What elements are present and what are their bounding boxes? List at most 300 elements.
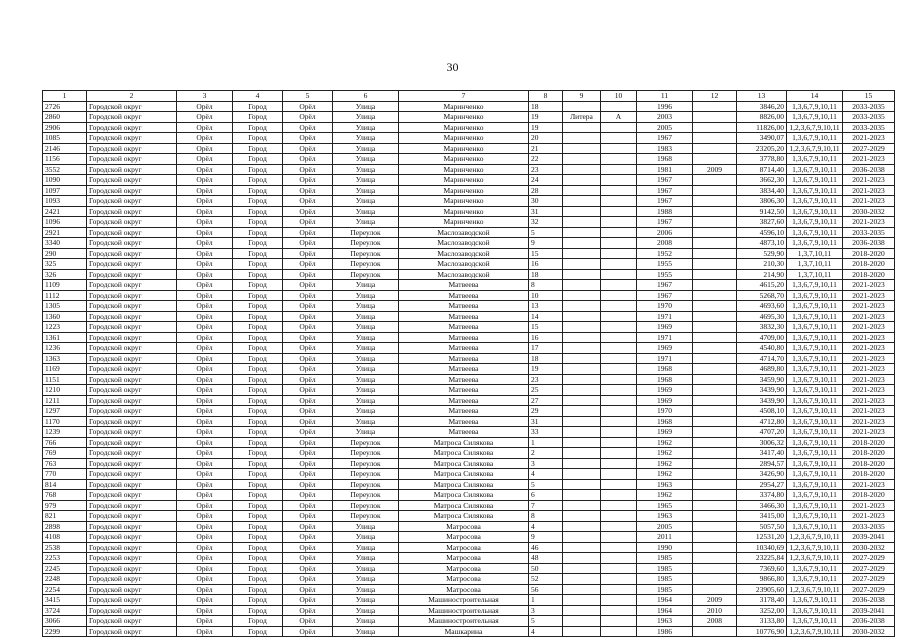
table-cell: 1085 [43, 133, 87, 144]
table-cell: Улица [333, 311, 399, 322]
table-cell [563, 374, 601, 385]
page-number: 30 [446, 60, 459, 74]
table-cell [601, 385, 637, 396]
table-cell: 6 [529, 490, 563, 501]
table-cell: Улица [333, 605, 399, 616]
table-cell [693, 353, 737, 364]
table-cell: 2018-2020 [843, 490, 895, 501]
table-cell [693, 458, 737, 469]
table-cell: 1967 [637, 185, 693, 196]
table-cell [693, 301, 737, 312]
table-cell: 1967 [637, 133, 693, 144]
table-cell: 4108 [43, 532, 87, 543]
table-cell: Маринченко [399, 175, 529, 186]
table-cell: 2021-2023 [843, 185, 895, 196]
table-cell: Орёл [177, 364, 233, 375]
column-header: 9 [563, 91, 601, 102]
table-cell [601, 227, 637, 238]
table-cell: Орёл [283, 427, 333, 438]
table-cell: Город [233, 185, 283, 196]
table-cell [563, 206, 601, 217]
table-cell: Матросова [399, 532, 529, 543]
table-row [43, 164, 895, 175]
table-cell: 2018-2020 [843, 269, 895, 280]
table-cell: 2021-2023 [843, 500, 895, 511]
column-header: 10 [601, 91, 637, 102]
table-row [43, 269, 895, 280]
table-cell: 1970 [637, 406, 693, 417]
table-cell: Городской округ [87, 542, 177, 553]
table-cell: Орёл [283, 416, 333, 427]
table-cell: Город [233, 238, 283, 249]
table-row [43, 542, 895, 553]
table-cell: Улица [333, 322, 399, 333]
table-cell: Переулок [333, 511, 399, 522]
table-cell: 1112 [43, 290, 87, 301]
table-cell: Орёл [177, 448, 233, 459]
table-cell [601, 196, 637, 207]
table-cell: Орёл [283, 175, 333, 186]
table-row [43, 448, 895, 459]
table-cell: 15 [529, 248, 563, 259]
table-cell: 1,3,6,7,9,10,11 [787, 175, 843, 186]
table-cell [563, 364, 601, 375]
table-cell: 8714,40 [737, 164, 787, 175]
table-cell: 766 [43, 437, 87, 448]
table-cell: 1 [529, 595, 563, 606]
table-cell: Орёл [283, 395, 333, 406]
table-cell: 1,3,6,7,9,10,11 [787, 511, 843, 522]
table-cell: 1,3,6,7,9,10,11 [787, 500, 843, 511]
table-cell: 4695,30 [737, 311, 787, 322]
table-cell: 1,3,6,7,9,10,11 [787, 616, 843, 627]
table-row [43, 427, 895, 438]
table-cell [693, 185, 737, 196]
table-cell [563, 301, 601, 312]
table-cell [601, 406, 637, 417]
table-cell: 1,3,6,7,9,10,11 [787, 448, 843, 459]
table-cell: Переулок [333, 248, 399, 259]
table-cell: Городской округ [87, 511, 177, 522]
table-cell: Городской округ [87, 458, 177, 469]
table-cell [563, 416, 601, 427]
table-cell: 24 [529, 175, 563, 186]
table-cell: 2039-2041 [843, 605, 895, 616]
table-cell: Матвеева [399, 406, 529, 417]
table-cell [563, 542, 601, 553]
table-cell: Город [233, 143, 283, 154]
table-cell: 23225,84 [737, 553, 787, 564]
table-cell: 3832,30 [737, 322, 787, 333]
table-cell: 1996 [637, 101, 693, 112]
table-cell: 2021-2023 [843, 479, 895, 490]
table-cell: 3006,32 [737, 437, 787, 448]
table-cell: Город [233, 322, 283, 333]
table-cell: 1964 [637, 595, 693, 606]
table-cell [563, 532, 601, 543]
table-cell: Улица [333, 595, 399, 606]
table-cell: 3846,20 [737, 101, 787, 112]
table-cell: Матвеева [399, 374, 529, 385]
table-row [43, 479, 895, 490]
table-cell: Городской округ [87, 553, 177, 564]
table-cell: Орёл [177, 164, 233, 175]
table-cell: 2030-2032 [843, 626, 895, 637]
table-cell: 1,2,3,6,7,9,10,11 [787, 626, 843, 637]
table-cell: Городской округ [87, 175, 177, 186]
table-row [43, 238, 895, 249]
table-cell: Орёл [177, 595, 233, 606]
table-cell: 1,3,6,7,9,10,11 [787, 196, 843, 207]
table-cell: 1988 [637, 206, 693, 217]
table-cell: Город [233, 595, 283, 606]
table-cell: 1236 [43, 343, 87, 354]
table-cell: 1,3,6,7,9,10,11 [787, 206, 843, 217]
table-cell: Матвеева [399, 416, 529, 427]
table-cell: Городской округ [87, 343, 177, 354]
table-cell [563, 227, 601, 238]
table-cell: Орёл [177, 542, 233, 553]
table-cell: Город [233, 469, 283, 480]
table-cell: Городской округ [87, 595, 177, 606]
table-cell: 20 [529, 133, 563, 144]
table-row [43, 616, 895, 627]
table-cell: 1,3,6,7,9,10,11 [787, 364, 843, 375]
table-cell [601, 217, 637, 228]
table-cell: 769 [43, 448, 87, 459]
table-cell: 1963 [637, 479, 693, 490]
table-cell: 10776,90 [737, 626, 787, 637]
table-cell: 1151 [43, 374, 87, 385]
table-row [43, 574, 895, 585]
table-cell: Город [233, 122, 283, 133]
table-cell [693, 269, 737, 280]
housing-register-table [42, 90, 895, 637]
table-cell: Город [233, 311, 283, 322]
table-cell [693, 133, 737, 144]
table-cell: 8 [529, 511, 563, 522]
table-cell: 1,2,3,6,7,9,10,11 [787, 122, 843, 133]
table-cell [563, 185, 601, 196]
table-cell [601, 395, 637, 406]
table-cell: 2030-2032 [843, 206, 895, 217]
table-cell: А [601, 112, 637, 123]
table-cell: Улица [333, 122, 399, 133]
table-cell: 2021-2023 [843, 395, 895, 406]
table-cell: 1964 [637, 605, 693, 616]
table-cell: 1,3,6,7,9,10,11 [787, 385, 843, 396]
table-cell: Город [233, 385, 283, 396]
table-cell: 214,90 [737, 269, 787, 280]
table-cell: Орёл [283, 164, 333, 175]
table-cell: Орёл [283, 133, 333, 144]
table-cell: Орёл [177, 154, 233, 165]
table-cell [563, 500, 601, 511]
table-cell: Орёл [177, 479, 233, 490]
table-cell: Орёл [283, 206, 333, 217]
table-cell: 2021-2023 [843, 217, 895, 228]
table-cell [563, 395, 601, 406]
table-cell: Орёл [283, 259, 333, 270]
column-header: 11 [637, 91, 693, 102]
table-cell: 2033-2035 [843, 122, 895, 133]
table-cell: Орёл [177, 311, 233, 322]
table-cell: Улица [333, 101, 399, 112]
table-cell: 1971 [637, 332, 693, 343]
table-cell: 1963 [637, 511, 693, 522]
table-cell [601, 437, 637, 448]
table-cell: 2726 [43, 101, 87, 112]
table-cell: Орёл [177, 563, 233, 574]
table-cell: Город [233, 269, 283, 280]
table-cell: 56 [529, 584, 563, 595]
table-cell: 1096 [43, 217, 87, 228]
table-cell: 2146 [43, 143, 87, 154]
table-cell [601, 164, 637, 175]
table-cell: Городской округ [87, 311, 177, 322]
table-cell [601, 553, 637, 564]
table-cell: Матроса Силякова [399, 511, 529, 522]
table-cell: Маринченко [399, 112, 529, 123]
table-cell: Город [233, 500, 283, 511]
table-cell: Матвеева [399, 322, 529, 333]
table-cell: 4 [529, 521, 563, 532]
table-cell [601, 521, 637, 532]
table-cell: 3066 [43, 616, 87, 627]
table-cell: 1,3,6,7,9,10,11 [787, 290, 843, 301]
table-cell: 23 [529, 164, 563, 175]
table-cell: Город [233, 112, 283, 123]
table-cell: 1990 [637, 542, 693, 553]
table-cell [693, 322, 737, 333]
table-cell: Орёл [177, 395, 233, 406]
table-cell: 1,3,6,7,9,10,11 [787, 164, 843, 175]
table-cell: Матросова [399, 542, 529, 553]
table-cell: 4712,80 [737, 416, 787, 427]
table-row [43, 385, 895, 396]
table-cell: 9 [529, 532, 563, 543]
table-cell: Орёл [177, 605, 233, 616]
table-cell: 763 [43, 458, 87, 469]
table-cell: 1,3,6,7,9,10,11 [787, 490, 843, 501]
table-cell: 2021-2023 [843, 301, 895, 312]
table-cell: 2039-2041 [843, 532, 895, 543]
table-cell: Городской округ [87, 164, 177, 175]
table-cell: Улица [333, 164, 399, 175]
table-cell: Улица [333, 563, 399, 574]
table-cell: Орёл [177, 574, 233, 585]
table-cell: 23 [529, 374, 563, 385]
table-cell: 4 [529, 626, 563, 637]
table-cell: 1090 [43, 175, 87, 186]
table-cell: Улица [333, 154, 399, 165]
table-cell [693, 248, 737, 259]
table-cell [563, 584, 601, 595]
table-cell: 1965 [637, 500, 693, 511]
table-cell: Улица [333, 626, 399, 637]
table-cell [563, 143, 601, 154]
table-cell: 1967 [637, 280, 693, 291]
table-cell: 4693,60 [737, 301, 787, 312]
table-cell: 2018-2020 [843, 448, 895, 459]
table-cell: Орёл [283, 112, 333, 123]
table-cell [693, 584, 737, 595]
table-cell: 1,3,6,7,9,10,11 [787, 458, 843, 469]
table-cell [563, 605, 601, 616]
table-cell [563, 311, 601, 322]
table-cell [601, 542, 637, 553]
table-cell: Матвеева [399, 290, 529, 301]
table-cell: Улица [333, 206, 399, 217]
table-cell [601, 427, 637, 438]
table-cell: 1169 [43, 364, 87, 375]
table-cell: 2860 [43, 112, 87, 123]
table-cell: Городской округ [87, 353, 177, 364]
table-cell: Машиностроительная [399, 616, 529, 627]
table-cell: 2027-2029 [843, 584, 895, 595]
table-cell: 1,3,6,7,9,10,11 [787, 521, 843, 532]
table-cell: Город [233, 343, 283, 354]
table-cell [563, 437, 601, 448]
table-cell: 1239 [43, 427, 87, 438]
table-cell: Маринченко [399, 101, 529, 112]
table-cell: 1985 [637, 563, 693, 574]
table-cell: Улица [333, 280, 399, 291]
table-row [43, 196, 895, 207]
table-cell [693, 290, 737, 301]
table-cell: 2021-2023 [843, 427, 895, 438]
table-cell: 1985 [637, 553, 693, 564]
table-row [43, 595, 895, 606]
table-cell: 2254 [43, 584, 87, 595]
table-row [43, 206, 895, 217]
table-cell: Орёл [283, 248, 333, 259]
table-cell [693, 437, 737, 448]
table-row [43, 469, 895, 480]
table-cell: Город [233, 133, 283, 144]
table-cell: 3834,40 [737, 185, 787, 196]
table-cell: Город [233, 301, 283, 312]
table-cell: Матросова [399, 563, 529, 574]
column-header: 7 [399, 91, 529, 102]
table-cell: 2027-2029 [843, 574, 895, 585]
table-cell [601, 311, 637, 322]
table-cell [563, 238, 601, 249]
table-cell: 11826,00 [737, 122, 787, 133]
table-cell: 1,3,6,7,9,10,11 [787, 227, 843, 238]
table-cell: 1,3,6,7,9,10,11 [787, 238, 843, 249]
table-cell: Улица [333, 521, 399, 532]
table-cell: 3439,90 [737, 385, 787, 396]
column-header: 8 [529, 91, 563, 102]
table-cell: 1968 [637, 364, 693, 375]
table-cell: 1952 [637, 248, 693, 259]
table-cell: Городской округ [87, 122, 177, 133]
table-cell [563, 248, 601, 259]
table-cell: Орёл [177, 374, 233, 385]
table-cell: 5268,70 [737, 290, 787, 301]
table-cell: 1297 [43, 406, 87, 417]
table-cell: 2021-2023 [843, 374, 895, 385]
table-cell [563, 385, 601, 396]
table-cell [601, 101, 637, 112]
table-cell: Литера [563, 112, 601, 123]
table-cell: 1955 [637, 259, 693, 270]
table-cell: Орёл [177, 500, 233, 511]
table-cell: 1,3,6,7,9,10,11 [787, 374, 843, 385]
table-cell: 1170 [43, 416, 87, 427]
table-cell: Город [233, 175, 283, 186]
table-cell: 1971 [637, 311, 693, 322]
table-cell: 1,3,7,10,11 [787, 269, 843, 280]
table-cell: Город [233, 458, 283, 469]
table-cell: 2005 [637, 521, 693, 532]
table-cell: 1360 [43, 311, 87, 322]
table-cell: Городской округ [87, 248, 177, 259]
column-header: 1 [43, 91, 87, 102]
table-cell: Улица [333, 343, 399, 354]
table-cell: Орёл [283, 269, 333, 280]
table-cell [563, 616, 601, 627]
table-cell: 2036-2038 [843, 595, 895, 606]
table-cell: 2033-2035 [843, 112, 895, 123]
table-cell [693, 469, 737, 480]
table-cell: Матроса Силякова [399, 479, 529, 490]
table-cell: Орёл [283, 448, 333, 459]
table-cell: Орёл [177, 427, 233, 438]
table-cell: 8826,00 [737, 112, 787, 123]
table-cell [693, 227, 737, 238]
table-cell: 1093 [43, 196, 87, 207]
table-cell: 2538 [43, 542, 87, 553]
table-cell: Город [233, 542, 283, 553]
table-cell: Город [233, 374, 283, 385]
table-cell: 2906 [43, 122, 87, 133]
table-cell: Город [233, 448, 283, 459]
table-cell: 1,3,6,7,9,10,11 [787, 301, 843, 312]
table-cell: 1962 [637, 458, 693, 469]
table-cell: 14 [529, 311, 563, 322]
table-cell [601, 206, 637, 217]
table-cell: Улица [333, 395, 399, 406]
table-cell: Маслозаводской [399, 259, 529, 270]
table-cell: 3 [529, 605, 563, 616]
table-cell [601, 238, 637, 249]
table-cell: Городской округ [87, 301, 177, 312]
table-cell: Город [233, 217, 283, 228]
table-cell: 1962 [637, 448, 693, 459]
table-cell: Матроса Силякова [399, 490, 529, 501]
table-cell: 1,3,6,7,9,10,11 [787, 395, 843, 406]
table-cell [693, 500, 737, 511]
table-cell: 13 [529, 301, 563, 312]
table-cell [563, 469, 601, 480]
table-cell: 210,30 [737, 259, 787, 270]
table-cell: 1,3,6,7,9,10,11 [787, 479, 843, 490]
table-cell: Орёл [283, 322, 333, 333]
table-cell: 1305 [43, 301, 87, 312]
table-cell: 2248 [43, 574, 87, 585]
table-cell: 4709,00 [737, 332, 787, 343]
table-cell: 2421 [43, 206, 87, 217]
column-header: 3 [177, 91, 233, 102]
table-cell: 2018-2020 [843, 469, 895, 480]
table-cell [693, 143, 737, 154]
table-cell: Город [233, 605, 283, 616]
table-cell: Улица [333, 385, 399, 396]
table-row [43, 101, 895, 112]
column-header: 14 [787, 91, 843, 102]
